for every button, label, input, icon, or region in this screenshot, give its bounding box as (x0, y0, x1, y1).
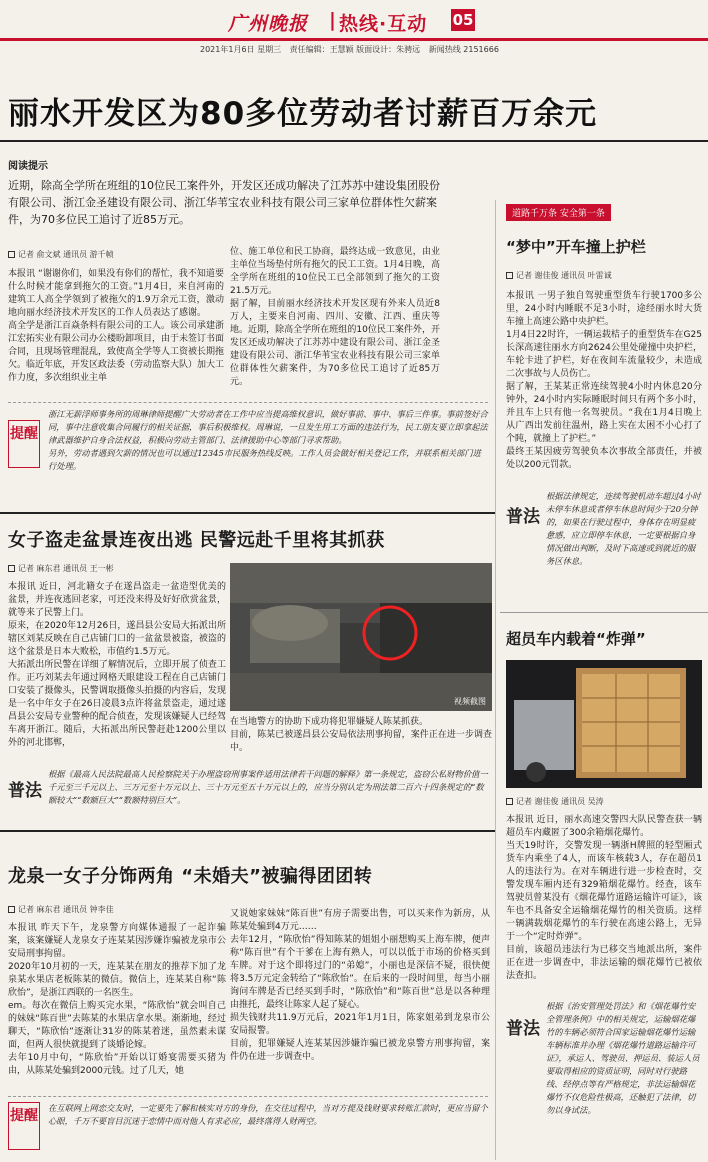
right-story1-pufa-tag: 普法 (506, 507, 540, 527)
right-story2-byline (506, 796, 604, 807)
byline-square-icon (8, 906, 15, 913)
page-number: 05 (452, 11, 474, 29)
notice3-top-rule (8, 1096, 488, 1097)
section-rule-1 (0, 512, 495, 514)
right-story2-pufa: 根据《治安管理处罚法》和《烟花爆竹安全管理条例》中的相关规定，运输烟花爆竹的车辆必须符合国家运输烟花爆竹运输车辆标准并办理《烟花爆竹道路运输许可证》，承运人、驾驶员、押运员、装运人员要取得相应的资质证明，同时对行驶路线、经停点等有严格规定，非法运输烟花爆竹不仅危险性极高，还触犯了法律，切勿以身试法。 (546, 1001, 700, 1115)
section-rule-2 (0, 830, 495, 832)
story2-body: 本报讯 近日，河北籍女子在遂昌盗走一盆造型优美的盆景，并连夜逃回老家，可还没来得及好好欣赏盆景，就等来了民警上门。 原来，在2020年12月26日，遂昌县公安局大拓派出所辖区刘某反映在自己店铺门口的一盆盆景被盗，被盗的这个盆景是日本大败松，市值约1.5万元。 大拓派出所民警在详细了解情况后，立即开展了侦查工作。正巧刘某去年通过网格天眼建设工程在自己店铺门口安装了摄像头，民警调取摄像头拍摄的内容后，发现是一名中年女子在26日凌晨3点许将盆景盗走，通过遂昌县公安局专业警种的配合侦查，发现该嫌疑人已经驾车离开浙江。随后，大拓派出所民警赶赴1200公里以外的河北邯郸， (8, 582, 226, 748)
story2-byline-text: 记者 麻东君 通讯员 王一彬 (18, 564, 114, 573)
truck-cargo-image (506, 660, 702, 788)
editor-credits: 责任编辑：王慧颖 版面设计：朱骋远 (289, 45, 421, 54)
story3-byline (8, 904, 114, 915)
fireworks-truck-photo (506, 660, 702, 788)
right-story2-headline: 超员车内载着“炸弹” (506, 630, 646, 648)
right-story1-byline-text: 记者 谢佳俊 通讯员 叶雷诚 (516, 271, 612, 280)
right-story2-body: 本报讯 近日，丽水高速交警四大队民警查获一辆超员车内藏匿了300余箱烟花爆竹。 当天19时许，交警发现一辆浙H牌照的轻型厢式货车内乘坐了4人，而该车核载3人，存在超员1人的违法行为。在对车辆进行进一步检查时，交警发现车厢内还有329箱烟花爆竹。经查，该车驾驶员曾某没有《烟花爆竹道路运输许可证》，该车也不具备安全运输烟花爆竹的相关资质。这样一辆满载烟花爆竹的车行驶在高速公路上，无异于一个“定时炸弹”。 目前，该超员违法行为已移交当地派出所，案件正在进一步调查中，非法运输的烟花爆竹已被依法查扣。 (506, 815, 702, 981)
story2-photo (230, 563, 492, 711)
byline-square-icon (8, 251, 15, 258)
notice1-body: 浙江无薪浮师事务所的周琳律师提醒广大劳动者在工作中应当提高维权意识，做好事前、事中、事后三件事。事前签好合同，事中注意收集合同履行的相关证据，事后积极维权。周琳说，一旦发生用工方面的违法行为，民工朋友要立即拿起法律武器维护自身合法权益，积极向劳动主管部门、法律援助中心等部门寻求帮助。 另外，劳动者遇到欠薪的情况也可以通过12345市民服务热线反映。工作人员会做好相关登记工作，并联系相关部门进行处理。 (48, 409, 488, 471)
lead-body: 近期，除高全学所在班组的10位民工案件外，开发区还成功解决了江苏苏中建设集团股份有限公司、浙江金圣建设有限公司、浙江华苇宝农业科技有限公司三家单位群体性欠薪案件，为70多位民工追讨了近85万元。 (8, 179, 440, 226)
right-story2-byline-text: 记者 谢佳俊 通讯员 吴涛 (516, 797, 604, 806)
right-banner: 道路千万条 安全第一条 (506, 204, 611, 221)
story3-headline: 龙泉一女子分饰两角 “未婚夫”被骗得团团转 (8, 866, 373, 887)
right-story1-byline (506, 270, 612, 281)
masthead-info (200, 44, 505, 55)
notice3-tag: 提醒 (8, 1102, 40, 1150)
right-rule-1 (500, 612, 708, 613)
notice3-body: 在互联网上网恋交友时，一定要先了解和核实对方的身份，在交往过程中，当对方提及钱财要求转账汇款时，更应当留个心眼，千万不要盲目沉迷于恋情中而对他人有求必应，最终落得人财两空。 (48, 1103, 488, 1126)
byline-square-icon (8, 565, 15, 572)
column-rule (495, 200, 496, 1160)
story1-body-right: 位、施工单位和民工协商，最终达成一致意见，由业主单位当场垫付所有拖欠的民工工资。1月4日晚，高全学所在班组的10位民工已全部领到了拖欠的工资21.5万元。 据了解，目前丽水经济技术开发区现有外来人员近8万人，主要来自河南、四川、安徽、江西、重庆等地。近期，除高全学所在班组的10位民工案件外，开发区还成功解决了江苏苏中建设有限公司、浙江金圣建设有限公司、浙江华苇宝农业科技有限公司三家单位群体性欠薪案件，为70多位民工追讨了近85万元。 (230, 247, 440, 387)
story2-headline: 女子盗走盆景连夜出逃 民警远赴千里将其抓获 (8, 530, 385, 551)
story1-byline (8, 249, 114, 260)
lead-title: 阅读提示 (8, 161, 48, 172)
story2-pufa-tag: 普法 (8, 781, 42, 801)
right-story1-pufa: 根据法律规定，连续驾驶机动车超过4小时未停车休息或者停车休息时间少于20分钟的，如果在行驶过程中，身体存在明显疲惫感，应立即停车休息，一定要根据自身情况做出判断，及时下高速或到就近的服务区休息。 (546, 491, 701, 566)
cctv-scene-image (230, 563, 492, 711)
main-headline: 丽水开发区为80多位劳动者讨薪百万余元 (8, 96, 598, 132)
story1-byline-text: 记者 俞文斌 通讯员 游千帧 (18, 250, 114, 259)
issue-date: 2021年1月6日 星期三 (200, 45, 282, 54)
notice1-tag: 提醒 (8, 420, 40, 468)
headline-rule (0, 140, 708, 142)
right-story2-pufa-tag: 普法 (506, 1019, 540, 1039)
story2-pufa: 根据《最高人民法院最高人民检察院关于办理盗窃刑事案件适用法律若干问题的解释》第一条规定，盗窃公私财物价值一千元至三千元以上、三万元至十万元以上、三十万元至五十万元以上的，应当分别认定为刑法第二百六十四条规定的“数额较大”“数额巨大”“数额特别巨大”。 (48, 769, 488, 805)
photo-caption: 视频截图 (454, 697, 486, 706)
masthead-rule (0, 38, 708, 41)
section-title: 热线·互动 (339, 13, 428, 35)
byline-square-icon (506, 798, 513, 805)
notice1-top-rule (8, 402, 488, 403)
story2-body-right: 在当地警方的协助下成功将犯罪嫌疑人陈某抓获。 目前，陈某已被遂昌县公安局依法刑事拘留，案件正在进一步调查中。 (230, 717, 492, 753)
newspaper-logo: 广州晚报 (228, 13, 309, 35)
story3-body-right: 又说她家妹妹“陈百世”有房子需要出售，可以买来作为新房，从陈某处骗到4万元…… 去年12月，“陈欣怡”得知陈某的姐姐小丽想购买上海车牌，便声称“陈百世”有个干爹在上海有熟人，可以以低于市场的价格买到车牌。对于这个即将过门的“弟媳”，小丽也是深信不疑，很快便将3.5万元定金转给了“陈欣怡”。在后来的一段时间里，每当小丽询问车牌是否已经买到手时，“陈欣怡”和“陈百世”总是以各种理由推托，最终让陈家人起了疑心。 损失钱财共11.9万元后，2021年1月1日，陈家姐弟到龙泉市公安局报警。 目前，犯罪嫌疑人连某某因涉嫌诈骗已被龙泉警方刑事拘留，案件仍在进一步调查中。 (230, 909, 490, 1062)
right-story1-headline: “梦中”开车撞上护栏 (506, 238, 646, 256)
story2-byline (8, 563, 114, 574)
masthead-separator: | (329, 9, 336, 31)
story1-body-left: 本报讯 “谢谢你们，如果没有你们的帮忙，我不知道要什么时候才能拿到拖欠的工资。”1月4日，来自河南的建筑工人高全学领到了被拖欠的1.9万余元工资，激动地向丽水经济技术开发区的工作人员表达了感谢。 高全学是浙江百焱条料有限公司的工人。该公司承建浙江宏拓实业有限公司办公楼盼卸项目，由于未签订书面合同，且现场管理混乱，致使高全学等人工资被长期拖欠。临近年底，开发区政法委（劳动监察大队）加大工作力度，多次组织业主单 (8, 269, 225, 383)
right-story1-body: 本报讯 一男子独自驾驶重型货车行驶1700多公里，24小时内睡眠不足3小时，途经丽水时大货车撞上高速公路中央护栏。 1月4日22时许，一辆运载桔子的重型货车在G25长深高速往丽水方向2624公里处碰撞中央护栏，车轮卡进了护栏，好在夜间车流量较少，未造成二次事故与人员伤亡。 据了解，王某某正常连续驾驶4小时内休息20分钟外，24小时内实际睡眠时间只有两个多小时，并且车上只有他一名驾驶员。“我在1月4日晚上从广西出发前往温州，路上实在太困不小心打了个盹，就撞上了护栏。” 最终王某因疲劳驾驶负本次事故全部责任，并被处以200元罚款。 (506, 291, 702, 470)
news-hotline: 新闻热线 2151666 (428, 45, 499, 54)
byline-square-icon (506, 272, 513, 279)
story3-body: 本报讯 昨天下午，龙泉警方向媒体通报了一起诈骗案，该案嫌疑人龙泉女子连某某因涉嫌诈骗被龙泉市公安局刑事拘留。 2020年10月初的一天，连某某在朋友的推荐下加了龙泉某水果店老板陈某的微信。微信上，连某某自称“陈欣怡”，是浙江西联的一名医生。 em。每次在微信上购买完水果，“陈欣怡”就会叫自己的妹妹“陈百世”去陈某的水果店拿水果。渐渐地，经过聊天，“陈欣怡”逐渐让31岁的陈某着迷，虽然素未谋面，但两人很快就提到了谈婚论嫁。 去年10月中旬，“陈欣怡”开始以订婚宴需要买猪为由，从陈某处骗到2000元钱。过了几天，她 (8, 923, 226, 1076)
story3-byline-text: 记者 麻东君 通讯员 钟李佳 (18, 905, 114, 914)
